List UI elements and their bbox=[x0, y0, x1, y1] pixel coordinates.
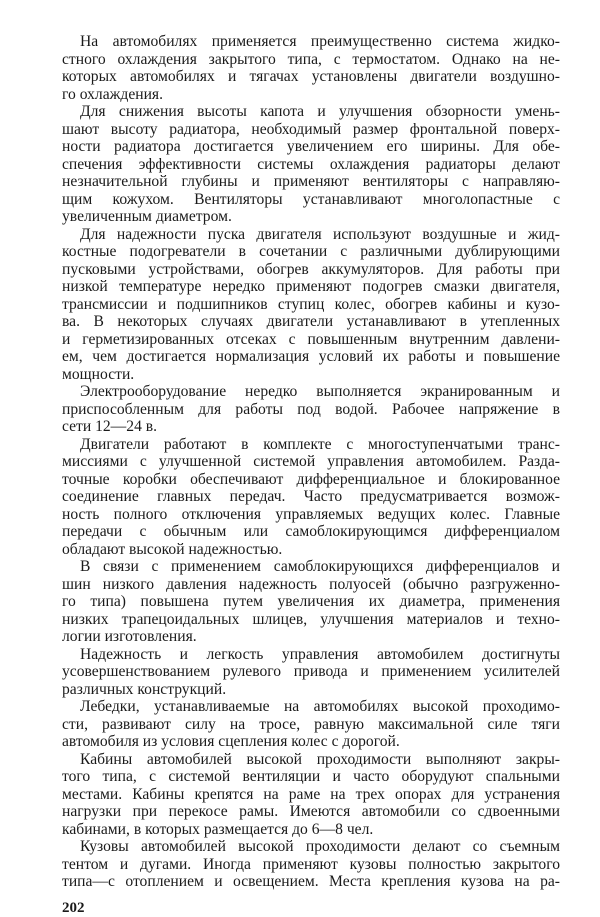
text-line: го типа) повышена путем увеличения их диаметра, применения bbox=[62, 593, 560, 610]
text-line: щим кожухом. Вентиляторы устанавливают многолопастные с bbox=[62, 190, 560, 208]
text-line: типа—с отоплением и освещением. Места крепления кузова на ра- bbox=[62, 873, 560, 890]
text-line: того типа, с системой вентиляции и часто оборудуют спальными bbox=[62, 768, 560, 785]
text-line: Для надежности пуска двигателя используют воздушные и жид- bbox=[80, 225, 560, 243]
text-line: миссиями с улучшенной системой управления автомобилем. Разда- bbox=[62, 453, 560, 470]
text-line: Электрооборудование нередко выполняется экранированным и bbox=[80, 383, 560, 400]
text-line: Кабины автомобилей высокой проходимости выполняют закры- bbox=[80, 750, 560, 768]
text-line: ва. В некоторых случаях двигатели устанавливают в утепленных bbox=[62, 313, 560, 330]
text-line: передачи с обычным или самоблокирующимся дифференциалом bbox=[62, 523, 560, 540]
text-line: В связи с применением самоблокирующихся дифференциалов и bbox=[80, 558, 560, 575]
text-line: кабинами, в которых размещается до 6—8 чел. bbox=[62, 820, 374, 838]
text-line: различных конструкций. bbox=[62, 680, 227, 698]
page-number: 202 bbox=[62, 899, 85, 916]
paragraph bbox=[62, 103, 560, 226]
text-line: увеличенным диаметром. bbox=[62, 208, 232, 225]
text-line: логии изготовления. bbox=[62, 628, 197, 645]
text-line: точные коробки обеспечивают дифференциальное и блокированное bbox=[62, 470, 560, 488]
paragraph bbox=[62, 33, 560, 103]
text-line: спечения эффективности системы охлаждения радиаторы делают bbox=[62, 155, 560, 173]
text-line: Для снижения высоты капота и улучшения обзорности умень- bbox=[80, 103, 560, 120]
text-line: ем, чем достигается нормализация условий их работы и повышение bbox=[62, 348, 560, 365]
text-line: костные подогреватели в сочетании с различными дублирующими bbox=[62, 243, 560, 260]
paragraph bbox=[62, 558, 560, 646]
paragraph bbox=[62, 436, 560, 559]
paragraph bbox=[62, 838, 560, 891]
text-line: обладают высокой надежностью. bbox=[62, 540, 283, 558]
text-line: автомобиля из условия сцепления колес с дорогой. bbox=[62, 733, 400, 750]
text-line: усовершенствованием рулевого привода и применением усилителей bbox=[62, 663, 560, 680]
text-line: шин низкого давления надежность полуосей (обычно разгруженно- bbox=[62, 575, 560, 593]
text-line: нагрузки при перекосе рамы. Имеются автомобили со сдвоенными bbox=[62, 803, 560, 820]
paragraph bbox=[62, 226, 560, 384]
text-line: стного охлаждения закрытого типа, с термостатом. Однако на не- bbox=[62, 50, 560, 68]
text-line: местами. Кабины крепятся на раме на трех опорах для устранения bbox=[62, 785, 560, 803]
text-line: приспособленным для работы под водой. Рабочее напряжение в bbox=[62, 400, 560, 418]
text-line: низкой температуре нередко применяют подогрев смазки двигателя, bbox=[62, 278, 560, 295]
text-line: го охлаждения. bbox=[62, 85, 164, 103]
text-line: Лебедки, устанавливаемые на автомобилях высокой проходимо- bbox=[80, 698, 560, 715]
text-line: Надежность и легкость управления автомобилем достигнуты bbox=[80, 645, 560, 663]
paragraph bbox=[62, 751, 560, 839]
text-line: незначительной глубины и применяют вентиляторы с направляю- bbox=[62, 173, 560, 190]
text-line: и герметизированных отсеках с повышенным внутренним давлени- bbox=[62, 330, 560, 348]
text-line: ность полного отключения управляемых ведущих колес. Главные bbox=[62, 505, 560, 523]
text-line: пусковыми устройствами, обогрев аккумуляторов. Для работы при bbox=[62, 260, 560, 278]
text-line: трансмиссии и подшипников ступиц колес, обогрев кабины и кузо- bbox=[62, 295, 560, 313]
text-line: Кузовы автомобилей высокой проходимости делают со съемным bbox=[80, 838, 560, 855]
text-line: низких трапецоидальных шлицев, улучшения материалов и техно- bbox=[62, 610, 560, 628]
text-line: На автомобилях применяется преимущественно система жидко- bbox=[80, 33, 560, 50]
text-line: сти, развивают силу на тросе, равную максимальной силе тяги bbox=[62, 715, 560, 733]
paragraph bbox=[62, 698, 560, 751]
text-line: шают высоту радиатора, необходимый размер фронтальной поверх- bbox=[62, 120, 560, 138]
text-line: ности радиатора достигается увеличением его ширины. Для обе- bbox=[62, 138, 560, 155]
text-line: которых автомобилях и тягачах установлены двигатели воздушно- bbox=[62, 68, 560, 85]
text-line: мощности. bbox=[62, 365, 135, 383]
text-line: тентом и дугами. Иногда применяют кузовы полностью закрытого bbox=[62, 855, 560, 873]
paragraph bbox=[62, 646, 560, 699]
text-line: сети 12—24 в. bbox=[62, 418, 158, 435]
page-body bbox=[62, 0, 560, 891]
text-line: Двигатели работают в комплекте с многоступенчатыми транс- bbox=[80, 435, 560, 453]
paragraph bbox=[62, 383, 560, 436]
text-line: соединение главных передач. Часто предусматривается возмож- bbox=[62, 488, 560, 505]
